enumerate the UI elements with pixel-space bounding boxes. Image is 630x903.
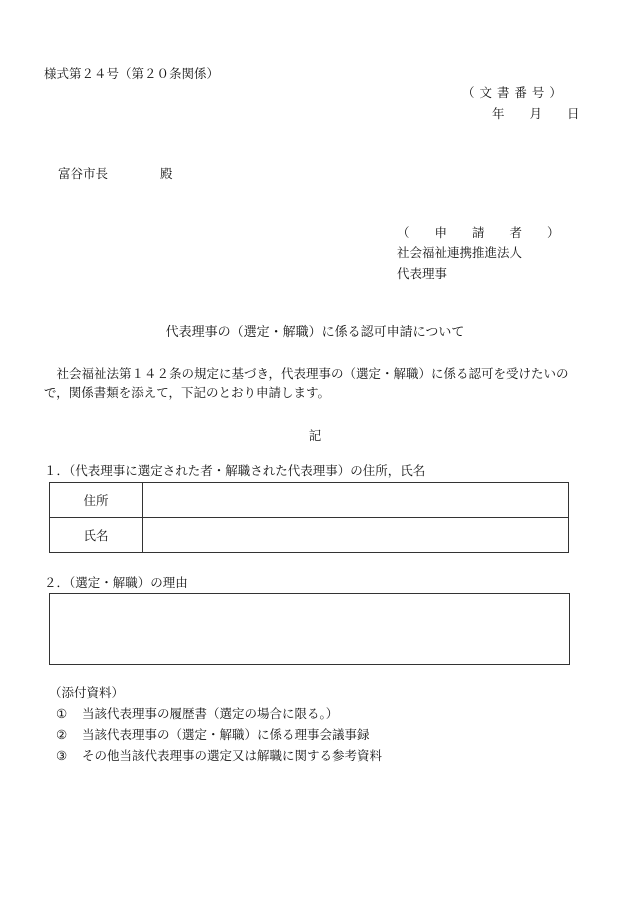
addressee-honorific: 殿: [160, 166, 173, 181]
attachment-text: 当該代表理事の（選定・解職）に係る理事会議事録: [82, 727, 370, 742]
address-field[interactable]: [143, 483, 569, 518]
applicant-label: （ 申 請 者 ）: [397, 225, 560, 240]
reason-field[interactable]: [49, 593, 570, 665]
document-number: （ 文 書 番 号 ）: [462, 85, 563, 100]
ki-marker: 記: [308, 428, 322, 443]
table-row: [50, 483, 569, 518]
attachment-text: その他当該代表理事の選定又は解職に関する参考資料: [82, 748, 383, 763]
attachment-text: 当該代表理事の履歴書（選定の場合に限る。）: [82, 706, 339, 721]
attachment-number: ③: [56, 748, 68, 763]
addressee-name: 富谷市長: [58, 166, 109, 181]
address-label: 住所: [50, 483, 143, 518]
name-label: 氏名: [50, 518, 143, 553]
document-title: 代表理事の（選定・解職）に係る認可申請について: [165, 325, 465, 340]
body-paragraph: 社会福祉法第１４２条の規定に基づき，代表理事の（選定・解職）に係る認可を受けたいので，関係書類を添えて，下記のとおり申請します。: [44, 366, 569, 401]
address-name-table: [49, 482, 569, 553]
section2-heading: ２．（選定・解職）の理由: [44, 575, 188, 590]
attachment-number: ②: [56, 727, 68, 742]
list-item: [56, 727, 370, 743]
attachments-heading: （添付資料）: [49, 685, 125, 700]
section1-heading: １．（代表理事に選定された者・解職された代表理事）の住所，氏名: [44, 463, 426, 478]
list-item: [56, 706, 338, 722]
applicant-organization: 社会福祉連携推進法人: [397, 245, 523, 260]
applicant-representative: 代表理事: [397, 266, 448, 281]
date-line: 年 月 日: [492, 106, 580, 121]
table-row: [50, 518, 569, 553]
form-number: 様式第２４号（第２０条関係）: [44, 66, 220, 81]
name-field[interactable]: [143, 518, 569, 553]
list-item: [56, 748, 382, 764]
attachment-number: ①: [56, 706, 68, 721]
